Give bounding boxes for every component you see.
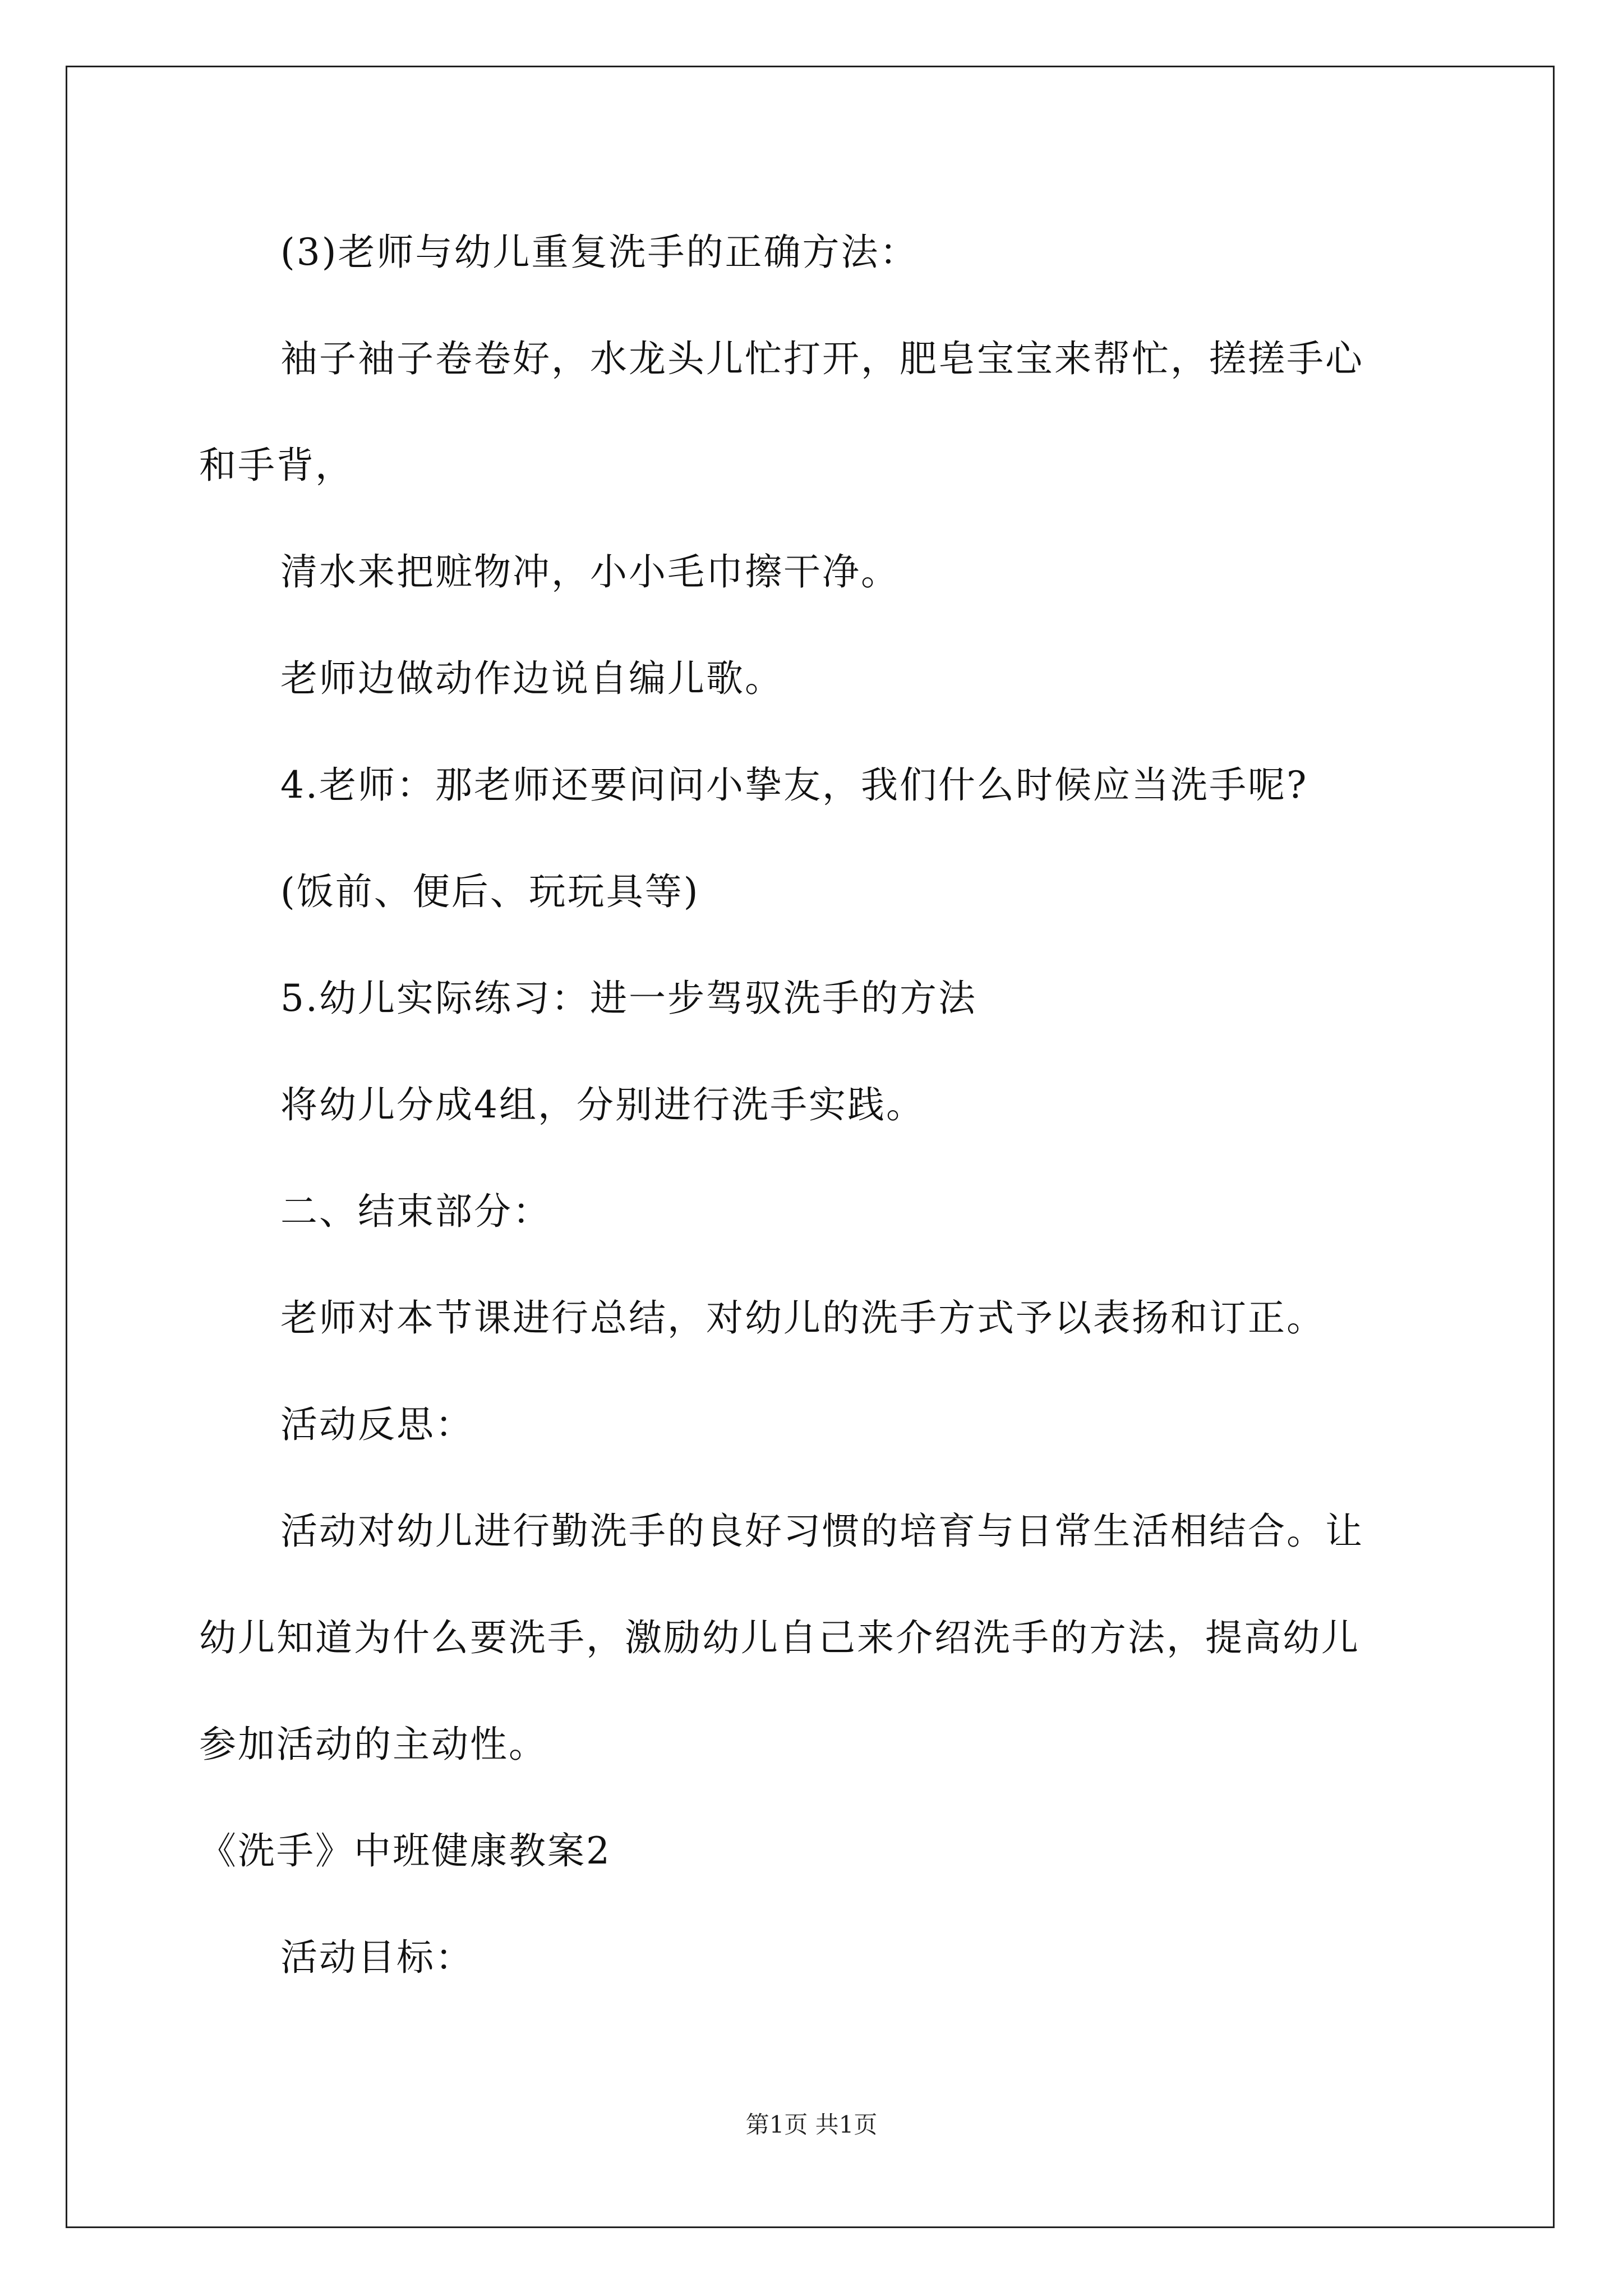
section-heading: 二、结束部分： [280, 1190, 551, 1233]
text-line: 活动对幼儿进行勤洗手的良好习惯的培育与日常生活相结合。让 [280, 1510, 1364, 1553]
text-line: (饭前、便后、玩玩具等) [280, 870, 700, 913]
text-line: 老师对本节课进行总结，对幼儿的洗手方式予以表扬和订正。 [280, 1296, 1325, 1340]
text-line: 4.老师：那老师还要问问小挚友，我们什么时候应当洗手呢? [280, 763, 1308, 807]
text-line: 将幼儿分成4组，分别进行洗手实践。 [280, 1083, 925, 1126]
text-line: 5.幼儿实际练习：进一步驾驭洗手的方法 [280, 977, 977, 1020]
text-line: (3)老师与幼儿重复洗手的正确方法： [280, 231, 919, 274]
text-line: 幼儿知道为什么要洗手，激励幼儿自己来介绍洗手的方法，提高幼儿 [199, 1616, 1360, 1659]
page-footer: 第1页 共1页 [745, 2111, 878, 2138]
section-heading: 活动反思： [280, 1403, 474, 1446]
section-heading: 活动目标： [280, 1936, 474, 1979]
text-line: 袖子袖子卷卷好，水龙头儿忙打开，肥皂宝宝来帮忙，搓搓手心 [280, 337, 1364, 380]
text-line: 和手背， [199, 444, 354, 487]
text-line: 清水来把赃物冲，小小毛巾擦干净。 [280, 550, 900, 593]
text-line: 参加活动的主动性。 [199, 1723, 547, 1766]
document-title: 《洗手》中班健康教案2 [199, 1829, 611, 1872]
text-line: 老师边做动作边说自编儿歌。 [280, 657, 783, 700]
